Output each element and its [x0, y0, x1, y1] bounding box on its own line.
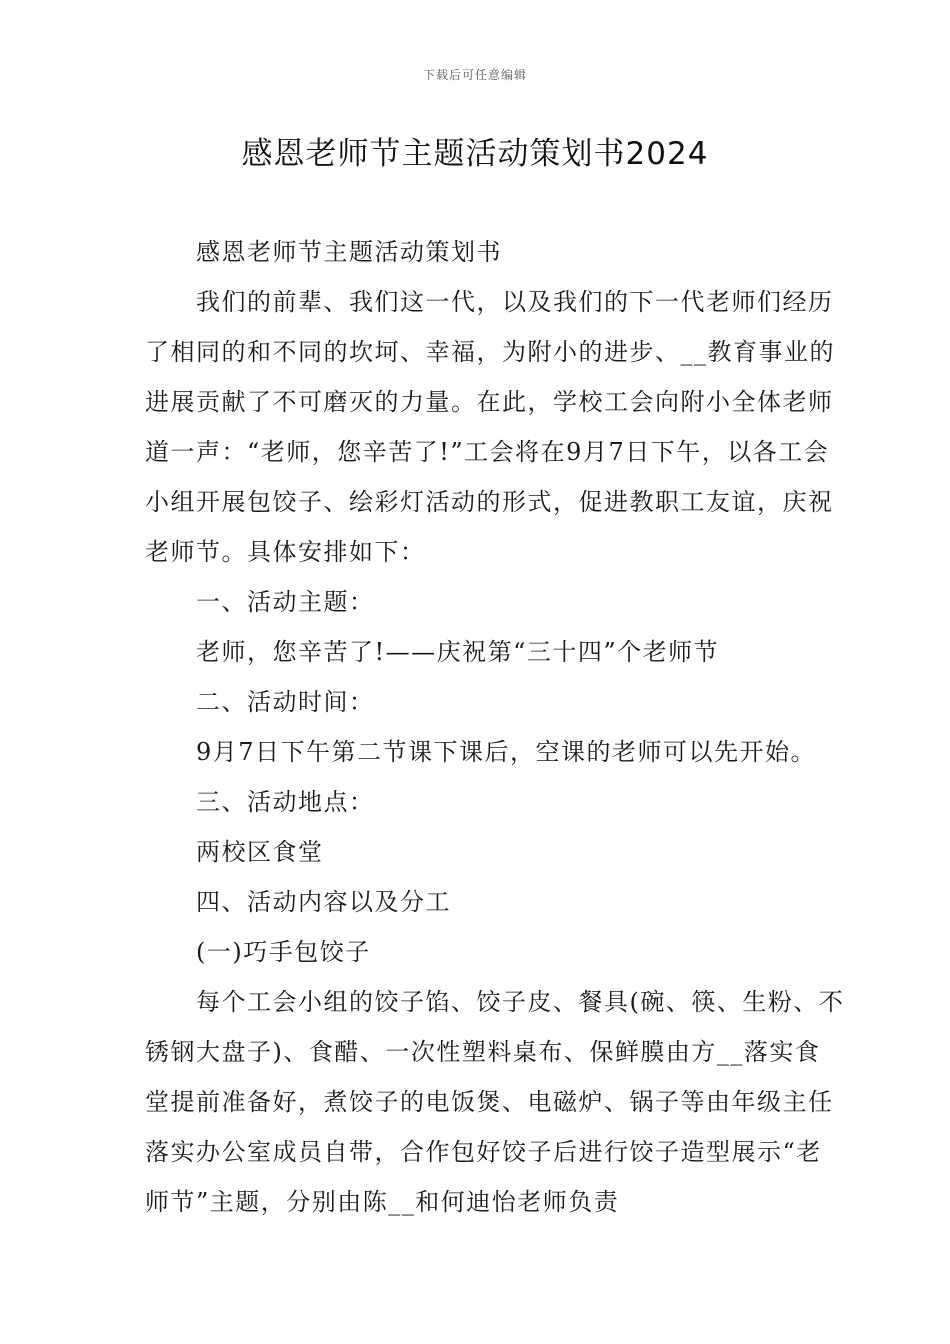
paragraph-location: 两校区食堂	[196, 838, 324, 866]
header-note: 下载后可任意编辑	[422, 68, 527, 82]
heading-location: 三、活动地点：	[196, 788, 375, 816]
paragraph-dumplings: 每个工会小组的饺子馅、饺子皮、餐具(碗、筷、生粉、不锈钢大盘子)、食醋、一次性塑料桌布、保鲜膜由方__落实食堂提前准备好，煮饺子的电饭煲、电磁炉、锅子等由年级主任落实办公室成员自带，合作包好饺子后进行饺子造型展示“老师节”主题，分别由陈__和何迪怡老师负责	[145, 988, 845, 1216]
heading-content: 四、活动内容以及分工	[196, 888, 451, 916]
paragraph-intro: 我们的前辈、我们这一代，以及我们的下一代老师们经历了相同的和不同的坎坷、幸福，为附小的进步、__教育事业的进展贡献了不可磨灭的力量。在此，学校工会向附小全体老师道一声：“老师，您辛苦了!”工会将在9月7日下午，以各工会小组开展包饺子、绘彩灯活动的形式，促进教职工友谊，庆祝老师节。具体安排如下：	[145, 288, 835, 566]
paragraph-time: 9月7日下午第二节课下课后，空课的老师可以先开始。	[196, 738, 817, 766]
subheading-dumplings: (一)巧手包饺子	[196, 938, 371, 966]
paragraph-theme: 老师，您辛苦了!——庆祝第“三十四”个老师节	[196, 638, 720, 666]
heading-time: 二、活动时间：	[196, 688, 375, 716]
document-title: 感恩老师节主题活动策划书2024	[241, 136, 709, 172]
document-body	[145, 227, 845, 1227]
heading-theme: 一、活动主题：	[196, 588, 375, 616]
paragraph-subtitle: 感恩老师节主题活动策划书	[196, 238, 502, 266]
